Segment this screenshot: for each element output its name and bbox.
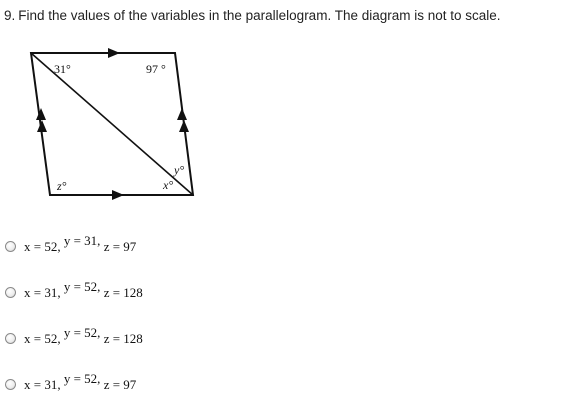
choice-x-part: x = 52, <box>24 239 61 254</box>
answer-choice-1[interactable] <box>5 233 205 259</box>
radio-button[interactable] <box>5 241 16 252</box>
angle-label-top-right: 97 ° <box>146 62 166 76</box>
choice-x-part: x = 52, <box>24 331 61 346</box>
choice-z-part: z = 97 <box>103 239 137 254</box>
angle-label-x: x° <box>163 178 174 192</box>
choice-x-part: x = 31, <box>24 285 61 300</box>
angle-label-top-left: 31° <box>54 62 71 76</box>
parallelogram-diagram <box>22 38 214 220</box>
choice-z-part: z = 128 <box>103 285 143 300</box>
choice-y-part: y = 52, <box>63 279 101 294</box>
choice-x-part: x = 31, <box>24 377 61 392</box>
choice-text <box>24 233 137 259</box>
top-side-arrow <box>108 48 120 58</box>
choice-text <box>24 371 137 397</box>
answer-choice-4[interactable] <box>5 371 205 397</box>
radio-button[interactable] <box>5 287 16 298</box>
radio-button[interactable] <box>5 379 16 390</box>
choice-z-part: z = 128 <box>103 331 143 346</box>
parallelogram-svg <box>22 38 214 220</box>
choice-text <box>24 279 143 305</box>
angle-label-bottom-left: z° <box>57 179 67 193</box>
radio-button[interactable] <box>5 333 16 344</box>
right-side-arrow-upper <box>177 108 187 120</box>
angle-label-y: y° <box>174 163 185 177</box>
left-side-arrow-upper <box>36 108 46 120</box>
left-side-arrow-lower <box>37 120 47 132</box>
right-side-arrow-lower <box>179 120 189 132</box>
question-text <box>4 8 501 23</box>
choice-y-part: y = 52, <box>63 371 101 386</box>
question-number: 9. <box>4 8 16 23</box>
choice-y-part: y = 31, <box>63 233 101 248</box>
choice-text <box>24 325 143 351</box>
answer-choice-3[interactable] <box>5 325 205 351</box>
bottom-side-arrow <box>112 190 124 200</box>
question-prompt: Find the values of the variables in the parallelogram. The diagram is not to scale. <box>18 8 501 23</box>
choice-y-part: y = 52, <box>63 325 101 340</box>
answer-choice-2[interactable] <box>5 279 205 305</box>
choice-z-part: z = 97 <box>103 377 137 392</box>
